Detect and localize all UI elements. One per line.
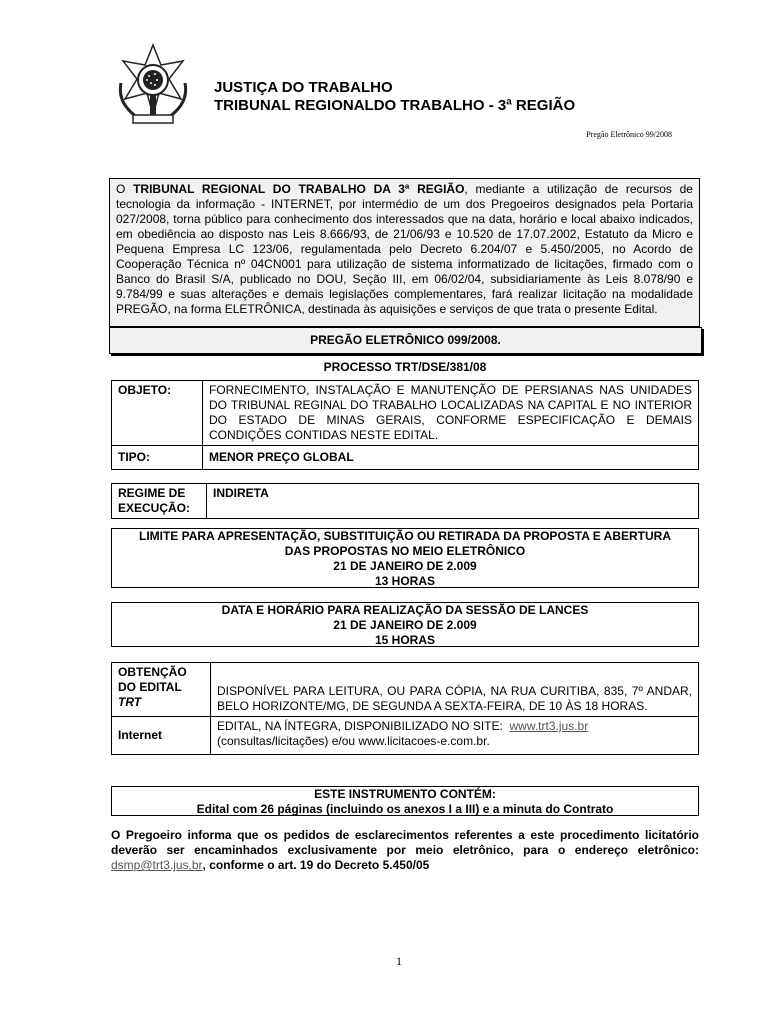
closing-paragraph	[111, 828, 699, 873]
trt3-site-link[interactable]: www.trt3.jus.br	[509, 719, 589, 733]
contem-line1: ESTE INSTRUMENTO CONTÉM:	[314, 787, 496, 801]
sessao-box	[111, 602, 699, 647]
limite-line2: DAS PROPOSTAS NO MEIO ELETRÔNICO	[284, 544, 526, 558]
intro-body: , mediante a utilização de recursos de tecnologia da informação - INTERNET, por intermédio de um dos Pregoeiros designados pela Portaria 027/2008, torna público para conhecimento dos interessados que na data, horário e local abaixo indicados, em obediência ao disposto nas Leis 8.666/93, de 21/06/93 e 10.520 de 17.07.2002, Estatuto da Micro e Pequena Empresa LC 123/06, regulamentada pelo Decreto 6.204/07 e 5.450/2005, no Acordo de Cooperação Técnica nº 04CN001 para utilização de sistema informatizado de licitações, firmado com o Banco do Brasil S/A, publicado no DOU, Seção III, em 06/02/04, subsidiariamente às Leis 8.078/90 e 9.784/99 e suas alterações e demais legislações complementares, fará realizar licitação na modalidade PREGÃO, na forma ELETRÔNICA, destinada às aquisições e serviços de que trata o presente Edital.	[116, 182, 693, 316]
limite-box	[111, 528, 699, 588]
pregao-title: PREGÃO ELETRÔNICO 099/2008.	[109, 327, 702, 354]
objeto-row	[112, 381, 699, 446]
limite-time: 13 HORAS	[374, 574, 436, 588]
page-number: 1	[396, 954, 402, 968]
obtencao-internet-text: EDITAL, NA ÍNTEGRA, DISPONIBILIZADO NO SITE:	[217, 719, 503, 733]
sessao-time: 15 HORAS	[374, 633, 436, 647]
limite-line1: LIMITE PARA APRESENTAÇÃO, SUBSTITUIÇÃO OU RETIRADA DA PROPOSTA E ABERTURA	[138, 529, 671, 543]
obtencao-trt-row	[112, 663, 699, 717]
intro-organization: TRIBUNAL REGIONAL DO TRABALHO DA 3ª REGIÃO	[133, 182, 465, 196]
obtencao-left	[112, 663, 211, 717]
contem-box	[111, 786, 699, 816]
closing-text2: , conforme o art. 19 do Decreto 5.450/05	[202, 858, 430, 872]
obtencao-trt-text: DISPONÍVEL PARA LEITURA, OU PARA CÓPIA, NA RUA CURITIBA, 835, 7º ANDAR, BELO HORIZONTE/MG, DE SEGUNDA A SEXTA-FEIRA, DE 10 ÀS 18 HORAS.	[211, 663, 699, 717]
limite-date: 21 DE JANEIRO DE 2.009	[333, 559, 477, 573]
brazil-coat-of-arms-icon	[111, 43, 196, 128]
obtencao-title: OBTENÇÃO DO EDITAL	[118, 665, 187, 694]
obtencao-internet-label: Internet	[112, 717, 211, 755]
document-reference: Pregão Eletrônico 99/2008	[586, 130, 672, 139]
objeto-value: FORNECIMENTO, INSTALAÇÃO E MANUTENÇÃO DE PERSIANAS NAS UNIDADES DO TRIBUNAL REGINAL DO TRABALHO LOCALIZADAS NA CAPITAL E NO INTERIOR DO ESTADO DE MINAS GERAIS, CONFORME ESPECIFICAÇÃO E DEMAIS CONDIÇÕES CONTIDAS NESTE EDITAL.	[203, 381, 699, 446]
header-title: JUSTIÇA DO TRABALHO	[214, 79, 393, 96]
intro-paragraph	[109, 178, 700, 327]
regime-label	[112, 484, 207, 519]
intro-lead: O	[116, 182, 134, 196]
tipo-row	[112, 446, 699, 470]
tipo-value: MENOR PREÇO GLOBAL	[203, 446, 699, 470]
closing-text: O Pregoeiro informa que os pedidos de esclarecimentos referentes a este procedimento licitatório deverão ser encaminhados exclusivamente por meio eletrônico, para o endereço eletrônico:	[111, 828, 699, 857]
objeto-table	[111, 380, 699, 470]
obtencao-table	[111, 662, 699, 755]
contem-line2: Edital com 26 páginas (incluindo os anexos I a III) e a minuta do Contrato	[196, 802, 614, 816]
regime-table	[111, 483, 699, 519]
objeto-label: OBJETO:	[112, 381, 203, 446]
obtencao-internet-text2: (consultas/licitações) e/ou www.licitacoes-e.com.br.	[217, 734, 490, 748]
obtencao-internet-cell	[211, 717, 699, 755]
processo-number: PROCESSO TRT/DSE/381/08	[323, 360, 487, 374]
regime-label-line2: EXECUÇÃO:	[118, 501, 191, 515]
obtencao-internet-row	[112, 717, 699, 755]
sessao-date: 21 DE JANEIRO DE 2.009	[333, 618, 477, 632]
obtencao-internet-line	[217, 719, 692, 734]
tipo-label: TIPO:	[112, 446, 203, 470]
email-link[interactable]: dsmp@trt3.jus.br	[111, 858, 203, 872]
obtencao-trt-label: TRT	[118, 695, 142, 709]
header-subtitle: TRIBUNAL REGIONALDO TRABALHO - 3ª REGIÃO	[214, 97, 576, 114]
regime-row	[112, 484, 699, 519]
sessao-line1: DATA E HORÁRIO PARA REALIZAÇÃO DA SESSÃO DE LANCES	[221, 603, 589, 617]
regime-value: INDIRETA	[207, 484, 699, 519]
regime-label-line1: REGIME DE	[118, 486, 186, 500]
